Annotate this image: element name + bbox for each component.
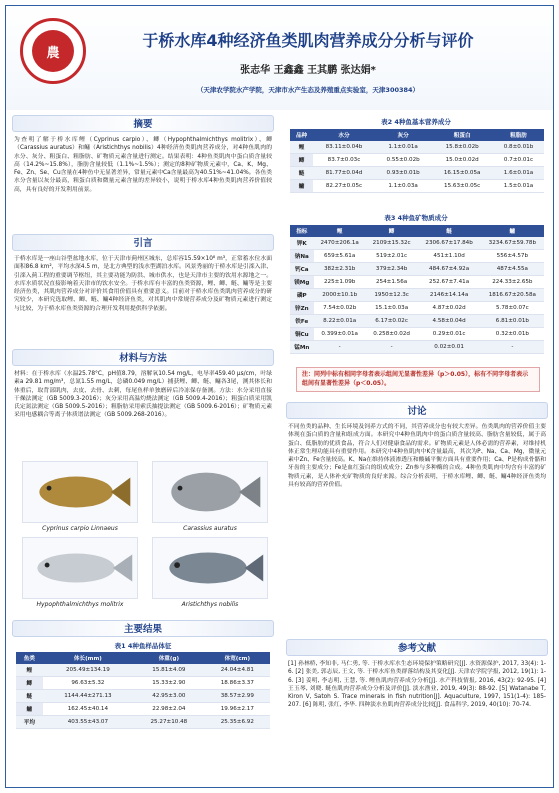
table1-row <box>16 677 270 690</box>
table3-cell: 224.33±2.65b <box>481 276 544 289</box>
table2 <box>290 129 544 193</box>
table2-cell: 鳙 <box>290 180 313 193</box>
table3-cell: 6.81±0.01b <box>481 315 544 328</box>
table1-row <box>16 716 270 729</box>
table3-row <box>290 289 544 302</box>
table1-header-cell: 鱼类 <box>16 652 43 664</box>
table3-header-cell: 鲫 <box>366 225 418 237</box>
table3-header-row <box>290 225 544 237</box>
abstract-text: 为查明了解于桥水库鲤（Cyprinus carpio）、鲫（Hypophthalmichthys molitrix）、鲫（Carassius auratus）和鳙（Aristichthys nobilis）4种经济鱼类肌肉营养成分，对4种鱼肌肉的水分、灰分、粗蛋白、粗脂肪、矿物质元素含量进行测定。结果表明：4种鱼类肌肉中蛋白质含量较高（14.2%~15.8%），脂肪含量较低（1.1%~1.5%）；测定的8种矿物质元素中，Ca、K、Mg、Fe、Zn、Se、Cu含量在4种鱼中无显著差异，常量元素中Ca含量最高为40.51%~41.04%。各鱼类水分含量以灰分最高，粗蛋白质和微量元素含量的差异较小，说明于桥水库4种鱼类肌肉营养价值较高，具有良好的开发利用前景。 <box>14 137 272 193</box>
table1 <box>16 652 270 729</box>
table3-cell: 1816.67±20.58a <box>481 289 544 302</box>
table2-cell: 16.15±0.05a <box>431 167 493 180</box>
table3-row <box>290 315 544 328</box>
table1-cell: 鲢 <box>16 690 43 703</box>
table2-cell: 1.5±0.01a <box>493 180 544 193</box>
table3-cell: 3234.67±59.78b <box>481 237 544 250</box>
table3-cell: 519±2.01c <box>366 250 418 263</box>
fish-image-bighead-carp <box>152 537 268 599</box>
table3-cell: 2000±10.1b <box>314 289 366 302</box>
intro-text: 于桥水库是一座山谷型盆地水库，位于天津市蓟州区城东，总库容15.59×10⁸ m³，正常蓄水位水面面积86.8 km²，平均水深4.5 m，是北方典型的浅水型湖泊水库。风景秀丽的于桥水库是引滦入津、引滦入蓟工程的重要调节枢纽，其主要功能为防洪、城市供水，也是天津市主要的饮用水源地之一。水库水质状况直接影响着天津市的饮水安全。于桥水库有丰富的鱼类资源，鲤、鲫、鲢、鳙等是主要经济鱼类，其肌肉营养成分对评价其食用价值具有重要意义。目前对于桥水库鱼类肌肉营养成分的研究较少，本研究选取鲤、鲫、鲢、鳙4种经济鱼类，对其肌肉中常规营养成分及矿物质元素进行测定与比较，为于桥水库鱼类资源的合理开发利用提供科学依据。 <box>14 256 272 312</box>
table3-cell: 镁Mg <box>290 276 314 289</box>
table3-cell: 4.87±0.02d <box>417 302 480 315</box>
table1-header-cell: 体重(g) <box>133 652 205 664</box>
table1-cell: 15.33±2.90 <box>133 677 205 690</box>
table3-cell: 0.32±0.01b <box>481 328 544 341</box>
table1-cell: 鲤 <box>16 664 43 677</box>
references-text: [1] 孙林桥, 李知非, 马仁勇, 等. 于桥水库水生态环境保护策略研究[J]. 水资源保护, 2017, 33(4): 1-6. [2] 张美, 郭志辰, 王文, 等. 于桥水库鱼类群落结构及其变化[J]. 天津农学院学报, 2012, 19(1): 1-6. [3] 姜明, 李志明, 王慧, 等. 鲤鱼肌肉营养成分分析[J]. 水产科技情报, 2016, 43(2): 92-95. [4] 王玉琴, 刘晓. 鲢鱼肌肉营养成分分析及评价[J]. 淡水渔业, 2019, 49(3): 88-92. [5] Watanabe T, Kiron V, Satoh S. Trace minerals in fish nutrition[J]. Aquaculture, 1997, 151(1-4): 185-207. [6] 陈明, 张红, 李华. 四种淡水鱼肌肉营养成分比较[J]. 食品科学, 2019, 40(10): 70-74. <box>288 661 546 709</box>
table2-cell: 0.7±0.01c <box>493 154 544 167</box>
table3-cell: 0.399±0.01a <box>314 328 366 341</box>
table3-row <box>290 341 544 354</box>
table2-header-row <box>290 129 544 141</box>
table3-cell: 451±1.10d <box>417 250 480 263</box>
table3-row <box>290 237 544 250</box>
table2-row <box>290 167 544 180</box>
table1-header-cell: 体宽(cm) <box>205 652 270 664</box>
table1-row <box>16 664 270 677</box>
fish-image-carp <box>22 461 138 523</box>
table2-cell: 0.55±0.02b <box>375 154 431 167</box>
table3 <box>290 225 544 354</box>
table3-cell: 8.22±0.01a <box>314 315 366 328</box>
table3-row <box>290 250 544 263</box>
table3-cell: 4.58±0.04d <box>417 315 480 328</box>
table3-cell: 铜Cu <box>290 328 314 341</box>
table2-cell: 1.1±0.01a <box>375 141 431 154</box>
table1-cell: 205.49±134.19 <box>43 664 133 677</box>
table1-cell: 22.98±2.04 <box>133 703 205 716</box>
table2-header-cell: 粗脂肪 <box>493 129 544 141</box>
table1-cell: 1144.44±271.13 <box>43 690 133 703</box>
table2-cell: 鲤 <box>290 141 313 154</box>
university-logo <box>20 18 86 84</box>
table3-cell: - <box>481 341 544 354</box>
table1-row <box>16 703 270 716</box>
discussion-heading: 讨论 <box>286 402 548 419</box>
table3-cell: 6.17±0.02c <box>366 315 418 328</box>
poster-authors: 张志华 王鑫鑫 王其鹏 张达娟* <box>240 65 376 76</box>
table3-cell: 2109±15.32c <box>366 237 418 250</box>
table3-cell: 379±2.34b <box>366 263 418 276</box>
table1-caption: 表1 4种鱼样品体征 <box>114 642 172 650</box>
table3-cell: 1950±12.3c <box>366 289 418 302</box>
table3-cell: 254±1.56a <box>366 276 418 289</box>
table1-cell: 162.45±40.14 <box>43 703 133 716</box>
table2-cell: 鲫 <box>290 154 313 167</box>
fish-image-crucian <box>152 461 268 523</box>
table1-cell: 96.63±5.32 <box>43 677 133 690</box>
intro-heading: 引言 <box>12 234 274 251</box>
table1-cell: 24.04±4.81 <box>205 664 270 677</box>
table3-header-cell: 鲤 <box>314 225 366 237</box>
table3-row <box>290 328 544 341</box>
table2-cell: 1.6±0.01a <box>493 167 544 180</box>
table2-header-cell: 粗蛋白 <box>431 129 493 141</box>
table1-cell: 42.95±3.00 <box>133 690 205 703</box>
table3-cell: 382±2.31b <box>314 263 366 276</box>
table3-cell: 2146±14.14a <box>417 289 480 302</box>
table1-cell: 25.35±6.92 <box>205 716 270 729</box>
fish-label-bighead-carp: Aristichthys nobilis <box>181 601 239 608</box>
poster-header <box>6 6 553 110</box>
materials-heading: 材料与方法 <box>12 349 274 366</box>
table3-cell: 556±4.57b <box>481 250 544 263</box>
table2-cell: 15.63±0.05c <box>431 180 493 193</box>
fish-label-silver-carp: Hypophthalmichthys molitrix <box>36 601 124 608</box>
table2-header-cell: 品种 <box>290 129 313 141</box>
table3-cell: 225±1.09b <box>314 276 366 289</box>
table1-cell: 15.81±4.09 <box>133 664 205 677</box>
table3-cell: 484.67±4.92a <box>417 263 480 276</box>
materials-text: 材料：在于桥水库（水温25.78°C，pH值8.79，溶解氧10.54 mg/L，电导率459.40 μs/cm，叶绿素a 29.81 mg/m³，总氮1.55 mg/L，总磷0.049 mg/L）捕获鲤、鲫、鲢、鳙各3尾，测其体长和体重后，取背部肌肉，去皮、去骨、去刺，每尾鱼样单独磨碎后冷冻保存备测。方法：水分采用直接干燥法测定（GB 5009.3-2016）；灰分采用高温灼烧法测定（GB 5009.4-2016）；粗蛋白质采用凯氏定氮法测定（GB 5009.5-2016）；粗脂肪采用索氏抽提法测定（GB 5009.6-2016）；矿物质元素采用电感耦合等离子体质谱法测定（GB 5009.268-2016）。 <box>14 371 272 419</box>
table3-cell: 7.54±0.02b <box>314 302 366 315</box>
table3-cell: 锌Zn <box>290 302 314 315</box>
table3-header-cell: 鳙 <box>481 225 544 237</box>
poster-affiliation: （天津农学院水产学院，天津市水产生态及养殖重点实验室，天津300384） <box>196 86 420 94</box>
table3-cell: 钠Na <box>290 250 314 263</box>
table3-cell: 铁Fe <box>290 315 314 328</box>
table3-cell: 磷P <box>290 289 314 302</box>
table2-row <box>290 180 544 193</box>
table2-cell: 0.93±0.01b <box>375 167 431 180</box>
table2-cell: 1.1±0.03a <box>375 180 431 193</box>
table1-cell: 19.96±2.17 <box>205 703 270 716</box>
table1-cell: 平均 <box>16 716 43 729</box>
table1-cell: 25.27±10.48 <box>133 716 205 729</box>
table2-cell: 0.8±0.01b <box>493 141 544 154</box>
table3-cell: 0.258±0.02d <box>366 328 418 341</box>
table3-cell: 252.67±7.41a <box>417 276 480 289</box>
table3-cell: 钾K <box>290 237 314 250</box>
table2-cell: 81.77±0.04d <box>313 167 375 180</box>
table3-cell: 钙Ca <box>290 263 314 276</box>
table3-cell: 487±4.55a <box>481 263 544 276</box>
significance-note: 注：同列中标有相同字母者表示组间无显著性差异（p＞0.05），标有不同字母者表示组间有显著性差异（p＜0.05）。 <box>296 367 540 392</box>
table2-cell: 15.0±0.02d <box>431 154 493 167</box>
table1-header-row <box>16 652 270 664</box>
table3-header-cell: 指标 <box>290 225 314 237</box>
references-heading: 参考文献 <box>286 639 548 656</box>
table2-cell: 82.27±0.05c <box>313 180 375 193</box>
table2-caption: 表2 4种鱼基本营养成分 <box>381 118 451 126</box>
table3-cell: 2470±206.1a <box>314 237 366 250</box>
table3-cell: 0.02±0.01 <box>417 341 480 354</box>
table1-row <box>16 690 270 703</box>
table1-cell: 403.55±43.07 <box>43 716 133 729</box>
table2-row <box>290 141 544 154</box>
table3-header-cell: 鲢 <box>417 225 480 237</box>
fish-label-carp: Cyprinus carpio Linnaeus <box>42 525 118 532</box>
table3-cell: - <box>366 341 418 354</box>
table3-cell: 15.1±0.03a <box>366 302 418 315</box>
poster-title: 于桥水库4种经济鱼类肌肉营养成分分析与评价 <box>142 31 474 50</box>
logo-emblem: 農 <box>32 30 74 72</box>
table3-row <box>290 302 544 315</box>
table3-cell: - <box>314 341 366 354</box>
table3-row <box>290 263 544 276</box>
table1-cell: 鳙 <box>16 703 43 716</box>
discussion-text: 不同鱼类的品种、生长环境及饲养方式的不同，其营养成分也有较大差异。鱼类肌肉的营养价值主要体现在蛋白质的含量和组成方面。本研究中4种鱼肌肉中的蛋白质含量较高、脂肪含量较低，属于高蛋白、低脂肪的优质食品，符合人们对健康食品的需求。矿物质元素是人体必需的营养素，对维持机体正常生理功能具有重要作用。本研究中4种鱼肌肉中K含量最高，其次为P、Na、Ca、Mg，微量元素中Zn、Fe含量较高。K、Na在维持体液渗透压和酸碱平衡方面具有重要作用；Ca、P是构成骨骼和牙齿的主要成分；Fe是血红蛋白的组成成分；Zn参与多种酶的合成。4种鱼类肌肉中均含有丰富的矿物质元素，是人体补充矿物质的良好来源。综合分析表明，于桥水库鲤、鲫、鲢、鳙4种经济鱼类均具有较高的营养价值。 <box>288 424 546 489</box>
table2-cell: 83.11±0.04b <box>313 141 375 154</box>
table2-header-cell: 灰分 <box>375 129 431 141</box>
table3-cell: 5.78±0.07c <box>481 302 544 315</box>
table2-row <box>290 154 544 167</box>
table3-cell: 659±5.61a <box>314 250 366 263</box>
table2-cell: 鲢 <box>290 167 313 180</box>
table3-cell: 锰Mn <box>290 341 314 354</box>
table1-header-cell: 体长(mm) <box>43 652 133 664</box>
table1-cell: 18.86±3.37 <box>205 677 270 690</box>
fish-label-crucian: Carassius auratus <box>183 525 237 532</box>
table2-header-cell: 水分 <box>313 129 375 141</box>
table1-cell: 鲫 <box>16 677 43 690</box>
abstract-heading: 摘要 <box>12 115 274 132</box>
table3-caption: 表3 4种鱼矿物质成分 <box>384 214 448 222</box>
table2-cell: 15.8±0.02b <box>431 141 493 154</box>
table3-cell: 0.29±0.01c <box>417 328 480 341</box>
fish-image-silver-carp <box>22 537 138 599</box>
table2-cell: 83.7±0.03c <box>313 154 375 167</box>
table3-row <box>290 276 544 289</box>
results-heading: 主要结果 <box>12 620 274 637</box>
table3-cell: 2306.67±17.84b <box>417 237 480 250</box>
table1-cell: 38.57±2.99 <box>205 690 270 703</box>
